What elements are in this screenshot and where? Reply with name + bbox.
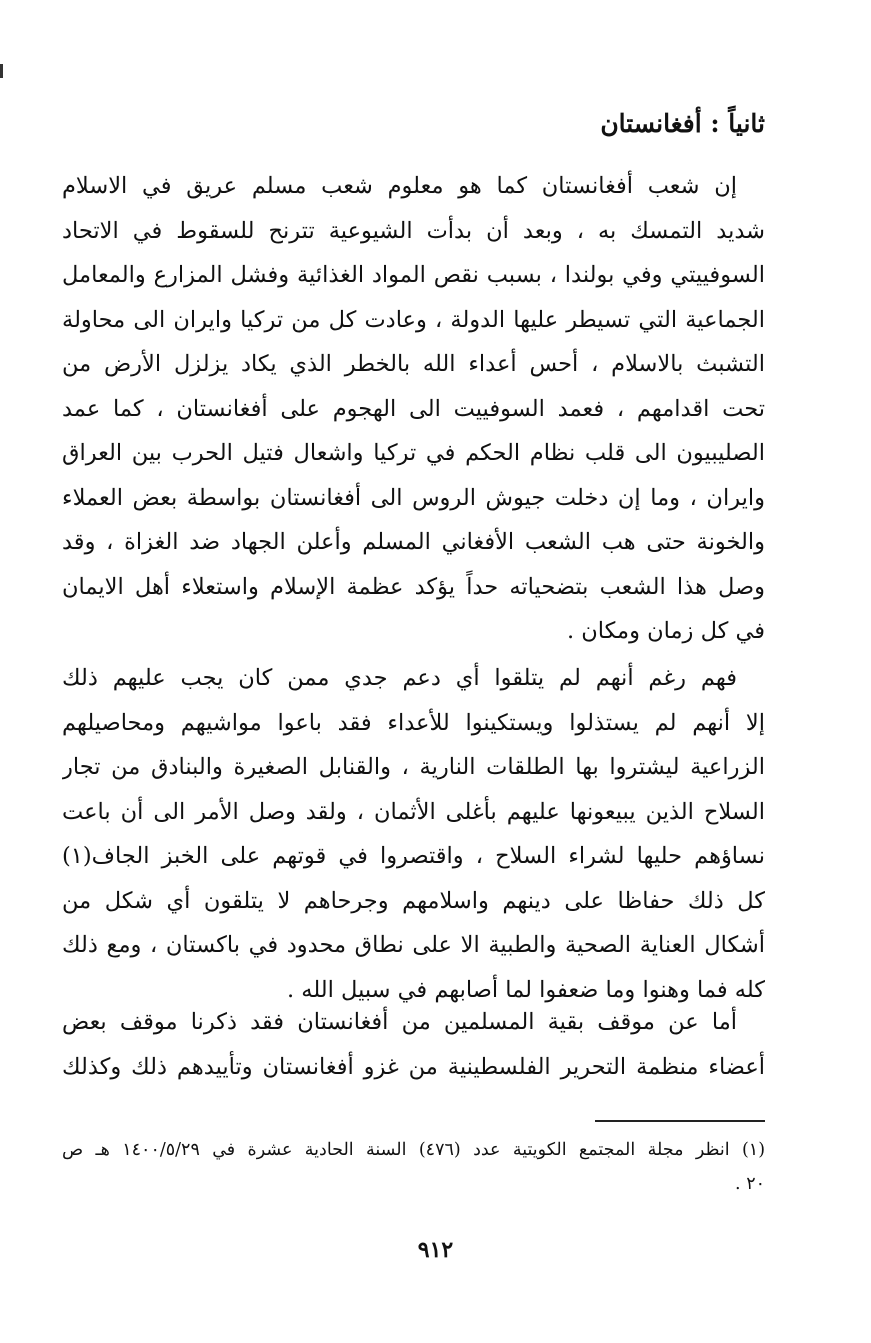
text-line: أما عن موقف بقية المسلمين من أفغانستان فقد ذكرنا موقف بعض bbox=[62, 1009, 737, 1035]
text-line: الجماعية التي تسيطر عليها الدولة ، وعادت كل من تركيا وايران الى محاولة bbox=[62, 306, 765, 333]
paragraph-2 bbox=[62, 656, 765, 1012]
text-line: كله فما وهنوا وما ضعفوا لما أصابهم في سبيل الله . bbox=[286, 976, 765, 1003]
text-line: أعضاء منظمة التحرير الفلسطينية من غزو أفغانستان وتأييدهم ذلك وكذلك bbox=[62, 1053, 765, 1080]
text-line: إلا أنهم لم يستذلوا ويستكينوا للأعداء فقد باعوا مواشيهم ومحاصيلهم bbox=[62, 709, 765, 736]
footnote-divider bbox=[595, 1120, 765, 1122]
text-line: والخونة حتى هب الشعب الأفغاني المسلم وأعلن الجهاد ضد الغزاة ، وقد bbox=[62, 529, 765, 555]
text-line: كل ذلك حفاظا على دينهم واسلامهم وجرحاهم لا يتلقون أي شكل من bbox=[62, 887, 765, 914]
text-line: شديد التمسك به ، وبعد أن بدأت الشيوعية تترنح للسقوط في الاتحاد bbox=[62, 217, 765, 244]
text-line: الزراعية ليشتروا بها الطلقات النارية ، والقنابل الصغيرة والبنادق من تجار bbox=[62, 754, 765, 780]
text-line: إن شعب أفغانستان كما هو معلوم شعب مسلم عريق في الاسلام bbox=[62, 173, 737, 199]
paragraph-3 bbox=[62, 1000, 765, 1089]
text-line: الصليبيون الى قلب نظام الحكم في تركيا واشعال فتيل الحرب بين العراق bbox=[62, 440, 765, 466]
text-line: فهم رغم أنهم لم يتلقوا أي دعم جدي ممن كان يجب عليهم ذلك bbox=[62, 665, 737, 691]
section-heading: ثانياً : أفغانستان bbox=[600, 109, 765, 138]
text-line: وايران ، وما إن دخلت جيوش الروس الى أفغانستان بواسطة بعض العملاء bbox=[62, 484, 765, 511]
text-line: تحت اقدامهم ، فعمد السوفييت الى الهجوم على أفغانستان ، كما عمد bbox=[62, 395, 765, 422]
text-line: السوفييتي وفي بولندا ، بسبب نقص المواد الغذائية وفشل المزارع والمعامل bbox=[62, 262, 765, 288]
text-line: أشكال العناية الصحية والطبية الا على نطاق محدود في باكستان ، ومع ذلك bbox=[62, 932, 765, 958]
footnote-line: (١) انظر مجلة المجتمع الكويتية عدد (٤٧٦) السنة الحادية عشرة في ١٤٠٠/٥/٢٩ هـ ص bbox=[62, 1140, 766, 1160]
page-number: ٩١٢ bbox=[417, 1237, 454, 1263]
footnote-line: ٢٠ . bbox=[735, 1174, 765, 1194]
text-line: نساؤهم حليها لشراء السلاح ، واقتصروا في قوتهم على الخبز الجاف(١) bbox=[62, 843, 765, 869]
scan-edge-mark bbox=[0, 64, 3, 78]
paragraph-1 bbox=[62, 164, 765, 654]
text-line: في كل زمان ومكان . bbox=[566, 618, 765, 644]
text-line: السلاح الذين يبيعونها عليهم بأغلى الأثمان ، ولقد وصل الأمر الى أن باعت bbox=[62, 798, 765, 825]
text-line: وصل هذا الشعب بتضحياته حداً يؤكد عظمة الإسلام واستعلاء أهل الايمان bbox=[62, 573, 765, 600]
text-line: التشبث بالاسلام ، أحس أعداء الله بالخطر الذي يكاد يزلزل الأرض من bbox=[62, 351, 765, 377]
footnote bbox=[62, 1133, 765, 1201]
